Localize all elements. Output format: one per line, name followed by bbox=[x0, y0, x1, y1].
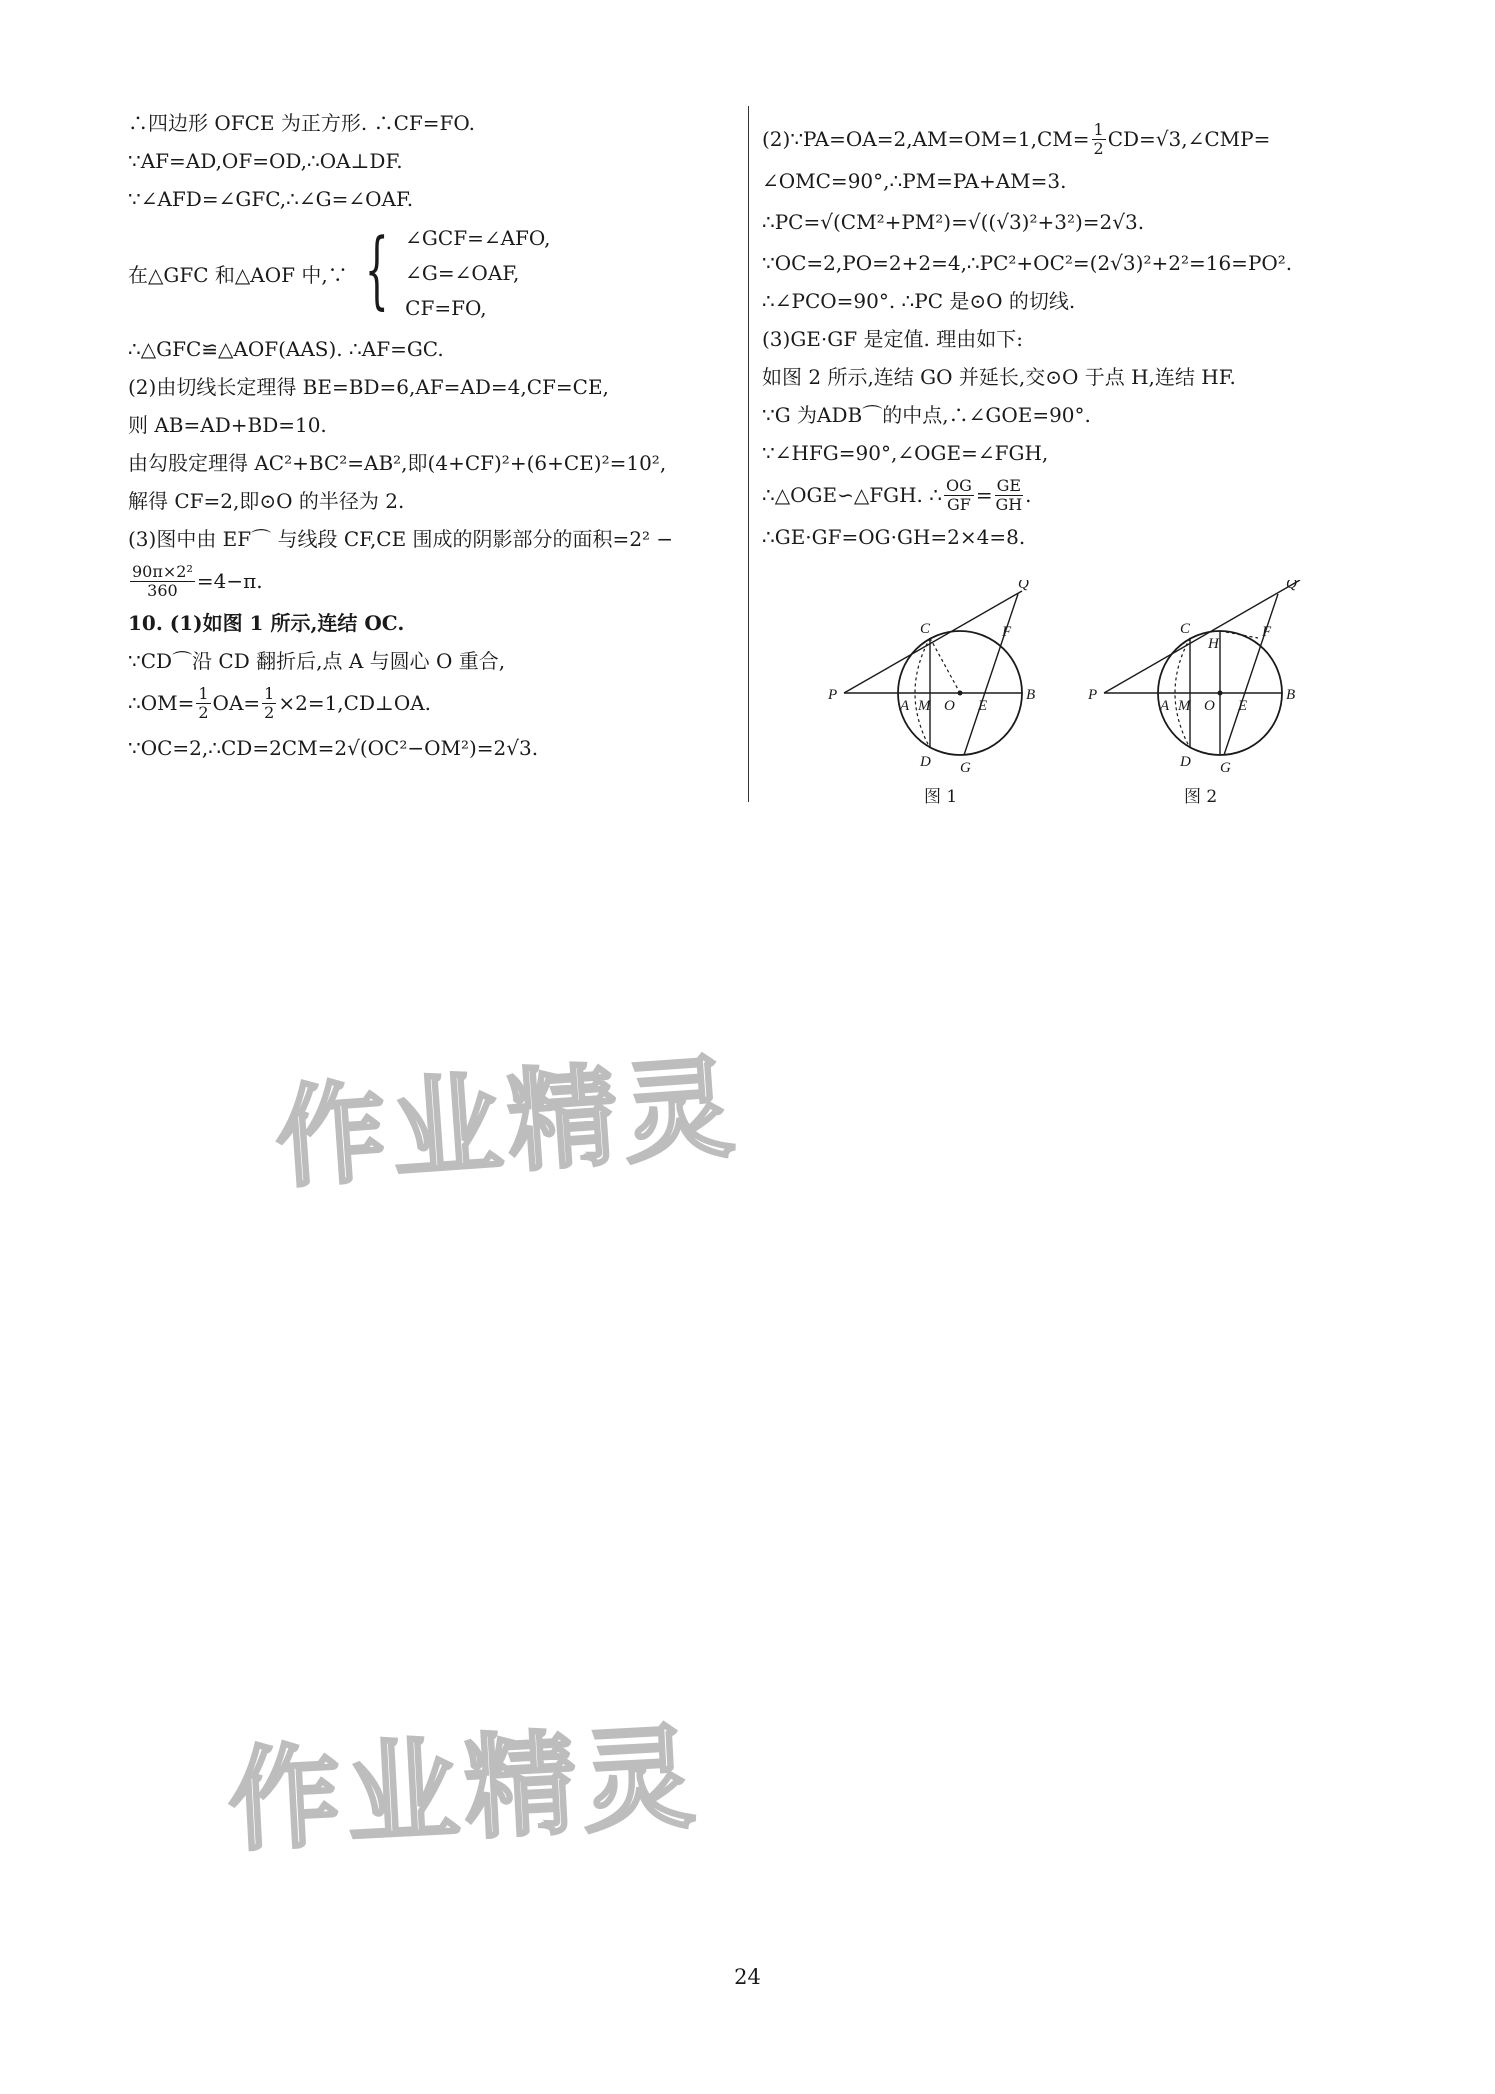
denominator: GF bbox=[946, 494, 971, 514]
label: E bbox=[1238, 698, 1248, 714]
text-line: ∵CD⌒沿 CD 翻折后,点 A 与圆心 O 重合, bbox=[128, 649, 506, 673]
figure-2 bbox=[1087, 580, 1300, 776]
text-line: (2)由切线长定理得 BE=BD=6,AF=AD=4,CF=CE, bbox=[128, 375, 609, 399]
text-line: ∵OC=2,PO=2+2=4,∴PC²+OC²=(2√3)²+2²=16=PO². bbox=[762, 251, 1293, 275]
text-line: (3)GE·GF 是定值. 理由如下: bbox=[762, 327, 1023, 351]
label: A bbox=[900, 698, 910, 714]
equation-system bbox=[128, 220, 738, 326]
denominator: 360 bbox=[147, 580, 178, 600]
text-segment: ∴△OGE∽△FGH. ∴ bbox=[762, 483, 942, 507]
right-column bbox=[762, 116, 1382, 556]
label: M bbox=[1178, 698, 1191, 714]
denominator: 2 bbox=[264, 702, 275, 722]
fraction bbox=[944, 477, 974, 514]
brace-icon: { bbox=[364, 220, 389, 318]
label: D bbox=[920, 754, 931, 770]
text-line: ∴GE·GF=OG·GH=2×4=8. bbox=[762, 525, 1026, 549]
text-segment: OA= bbox=[212, 691, 261, 715]
brace-conditions bbox=[405, 221, 550, 326]
label: P bbox=[1088, 687, 1098, 703]
text-line: ∵OC=2,∴CD=2CM=2√(OC²−OM²)=2√3. bbox=[128, 736, 539, 760]
text-line: ∴△GFC≌△AOF(AAS). ∴AF=GC. bbox=[128, 337, 444, 361]
label: G bbox=[1220, 760, 1231, 776]
numerator: 1 bbox=[1093, 119, 1104, 139]
label: O bbox=[944, 698, 955, 714]
text-line: 在△GFC 和△AOF 中,∵ bbox=[128, 262, 348, 287]
fraction bbox=[196, 685, 210, 722]
figure-1 bbox=[827, 580, 1035, 776]
condition: ∠GCF=∠AFO, bbox=[405, 225, 551, 250]
label: H bbox=[1208, 636, 1219, 652]
fraction bbox=[262, 685, 276, 722]
text-line: 则 AB=AD+BD=10. bbox=[128, 413, 327, 437]
text-line: ∵AF=AD,OF=OD,∴OA⊥DF. bbox=[128, 149, 403, 173]
label: Q bbox=[1286, 580, 1297, 592]
denominator: GH bbox=[995, 494, 1023, 514]
fraction bbox=[1092, 121, 1106, 158]
label: G bbox=[960, 760, 971, 776]
text-segment: ∴OM= bbox=[128, 691, 195, 715]
text-line: (3)图中由 EF⌒ 与线段 CF,CE 围成的阴影部分的面积=2² − bbox=[128, 527, 674, 551]
figures-svg bbox=[820, 580, 1320, 810]
label: C bbox=[1180, 621, 1191, 637]
text-line: ∠OMC=90°,∴PM=PA+AM=3. bbox=[762, 169, 1067, 193]
text-segment: (2)∵PA=OA=2,AM=OM=1,CM= bbox=[762, 127, 1090, 151]
text-line: ∵∠AFD=∠GFC,∴∠G=∠OAF. bbox=[128, 187, 414, 211]
denominator: 2 bbox=[1093, 138, 1104, 158]
label: P bbox=[828, 687, 838, 703]
label: E bbox=[978, 698, 988, 714]
numerator: 1 bbox=[264, 683, 275, 703]
left-column bbox=[128, 104, 738, 770]
label: C bbox=[920, 621, 931, 637]
page-number: 24 bbox=[734, 1965, 761, 1989]
figure-caption: 图 1 bbox=[924, 787, 958, 807]
watermark: 作业精灵 bbox=[271, 1042, 744, 1204]
fraction-line bbox=[762, 472, 1382, 518]
numerator: OG bbox=[945, 475, 972, 495]
numerator: GE bbox=[996, 475, 1022, 495]
problem-heading: 10. (1)如图 1 所示,连结 OC. bbox=[128, 611, 405, 635]
watermark: 作业精灵 bbox=[225, 1712, 704, 1868]
text-line: ∴∠PCO=90°. ∴PC 是⊙O 的切线. bbox=[762, 289, 1076, 313]
text-line: ∵∠HFG=90°,∠OGE=∠FGH, bbox=[762, 441, 1049, 465]
label: B bbox=[1026, 687, 1036, 703]
denominator: 2 bbox=[198, 702, 209, 722]
numerator: 1 bbox=[198, 683, 209, 703]
text-line: =4−π. bbox=[196, 569, 263, 593]
condition: ∠G=∠OAF, bbox=[405, 260, 520, 285]
text-segment: CD=√3,∠CMP= bbox=[1107, 127, 1271, 151]
period: . bbox=[1025, 483, 1032, 507]
figure-caption: 图 2 bbox=[1184, 787, 1218, 807]
text-line: ∴四边形 OFCE 为正方形. ∴CF=FO. bbox=[128, 111, 476, 135]
fraction-line bbox=[762, 116, 1382, 162]
label: A bbox=[1160, 698, 1170, 714]
label: F bbox=[1002, 624, 1012, 640]
fraction-line bbox=[128, 680, 738, 726]
label: B bbox=[1286, 687, 1296, 703]
geometry-figures bbox=[820, 580, 1320, 810]
segment-oc bbox=[930, 638, 960, 693]
fraction-line bbox=[128, 558, 738, 604]
condition: CF=FO, bbox=[405, 295, 487, 320]
column-divider bbox=[748, 106, 749, 802]
label: O bbox=[1204, 698, 1215, 714]
center-dot bbox=[958, 691, 963, 696]
center-dot bbox=[1218, 691, 1223, 696]
equals-sign: = bbox=[975, 483, 993, 507]
label: F bbox=[1262, 624, 1272, 640]
text-segment: ×2=1,CD⊥OA. bbox=[278, 691, 432, 715]
text-line: ∵G 为ADB⌒的中点,∴∠GOE=90°. bbox=[762, 403, 1091, 427]
label: M bbox=[918, 698, 931, 714]
label: D bbox=[1180, 754, 1191, 770]
text-line: 解得 CF=2,即⊙O 的半径为 2. bbox=[128, 489, 405, 513]
fraction bbox=[130, 563, 195, 600]
text-line: ∴PC=√(CM²+PM²)=√((√3)²+3²)=2√3. bbox=[762, 210, 1145, 234]
numerator: 90π×2² bbox=[132, 561, 193, 581]
label: Q bbox=[1018, 580, 1029, 592]
fraction bbox=[995, 477, 1023, 514]
text-line: 如图 2 所示,连结 GO 并延长,交⊙O 于点 H,连结 HF. bbox=[762, 365, 1236, 389]
text-line: 由勾股定理得 AC²+BC²=AB²,即(4+CF)²+(6+CE)²=10², bbox=[128, 451, 667, 475]
